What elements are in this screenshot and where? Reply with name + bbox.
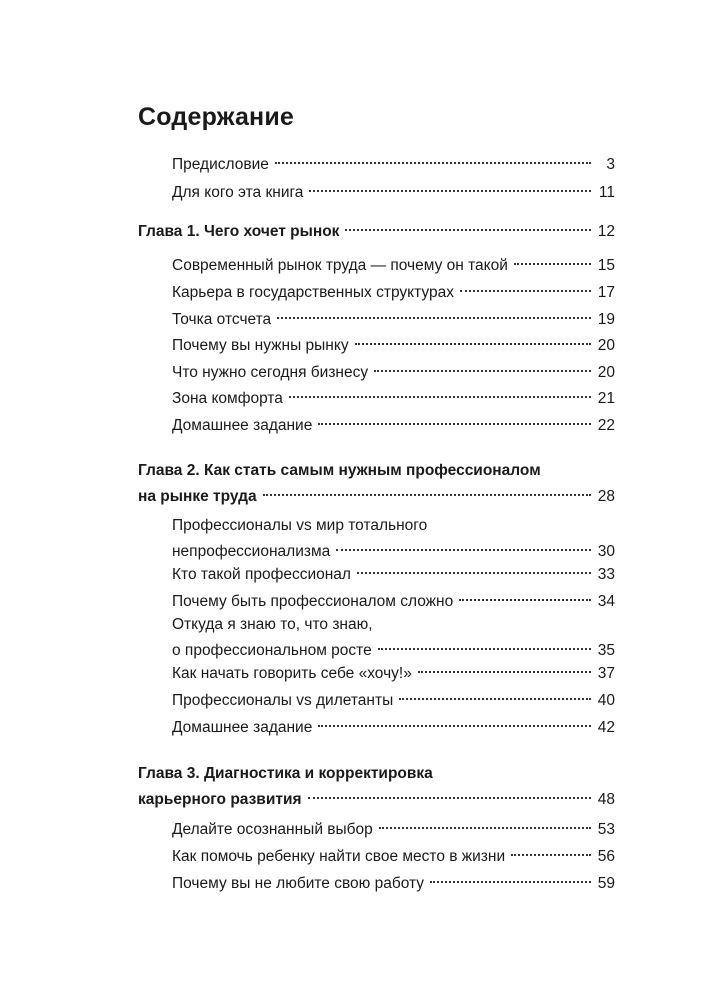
toc-entry[interactable] [172, 715, 615, 741]
toc-entry[interactable] [172, 661, 615, 687]
entry-page: 40 [597, 692, 615, 709]
entry-page: 20 [597, 364, 615, 381]
dot-leader [318, 725, 591, 727]
entry-page: 56 [597, 848, 615, 865]
entry-page: 22 [597, 417, 615, 434]
entry-title: карьерного развития [138, 791, 302, 808]
entry-title: Почему вы нужны рынку [172, 337, 349, 354]
entry-page: 12 [597, 223, 615, 240]
dot-leader [374, 370, 591, 372]
entry-page: 20 [597, 337, 615, 354]
entry-title: Делайте осознанный выбор [172, 821, 373, 838]
entry-title: Профессионалы vs дилетанты [172, 692, 394, 709]
entry-title: Точка отсчета [172, 311, 272, 328]
dot-leader [308, 797, 591, 799]
toc-entry[interactable] [172, 360, 615, 386]
entry-title: Что нужно сегодня бизнесу [172, 364, 369, 381]
toc-entry[interactable] [172, 307, 615, 333]
toc-chapter-entry[interactable] [138, 458, 615, 510]
entry-title-line-1: Глава 3. Диагностика и корректировка [138, 765, 433, 782]
toc-entry[interactable] [172, 386, 615, 412]
toc-entry[interactable] [172, 688, 615, 714]
dot-leader [355, 343, 591, 345]
entry-page: 37 [597, 665, 615, 682]
toc-entry[interactable] [172, 844, 615, 870]
entry-title: о профессиональном росте [172, 642, 372, 659]
entry-title: Как помочь ребенку найти свое место в жизни [172, 848, 506, 865]
entry-page: 48 [597, 791, 615, 808]
entry-page: 21 [597, 390, 615, 407]
toc-entry[interactable] [172, 562, 615, 588]
toc-entry[interactable] [172, 280, 615, 306]
entry-title: Современный рынок труда — почему он такой [172, 257, 508, 274]
entry-title: Почему быть профессионалом сложно [172, 593, 454, 610]
dot-leader [459, 599, 591, 601]
entry-title-line-1: Профессионалы vs мир тотального [172, 517, 428, 534]
toc-chapter-entry[interactable] [138, 761, 615, 813]
dot-leader [275, 162, 591, 164]
dot-leader [309, 190, 591, 192]
entry-title: Карьера в государственных структурах [172, 284, 454, 301]
entry-page: 30 [597, 543, 615, 560]
toc-chapter-entry[interactable] [138, 219, 615, 245]
dot-leader [514, 263, 591, 265]
entry-page: 19 [597, 311, 615, 328]
entry-title: Глава 1. Чего хочет рынок [138, 223, 340, 240]
toc-entry[interactable] [172, 253, 615, 279]
entry-title-line-1: Откуда я знаю то, что знаю, [172, 616, 373, 633]
entry-page: 53 [597, 821, 615, 838]
entry-title: на рынке труда [138, 488, 257, 505]
dot-leader [289, 396, 591, 398]
dot-leader [430, 881, 591, 883]
dot-leader [277, 317, 591, 319]
entry-page: 35 [597, 642, 615, 659]
dot-leader [378, 648, 591, 650]
entry-page: 15 [597, 257, 615, 274]
toc-entry[interactable] [172, 612, 615, 664]
entry-title-line-1: Глава 2. Как стать самым нужным профессионалом [138, 462, 541, 479]
toc-entry[interactable] [172, 817, 615, 843]
dot-leader [460, 290, 591, 292]
entry-title: Домашнее задание [172, 719, 313, 736]
entry-page: 3 [606, 156, 615, 173]
entry-title: Предисловие [172, 156, 269, 173]
entry-page: 11 [598, 184, 615, 201]
dot-leader [399, 698, 591, 700]
entry-title: непрофессионализма [172, 543, 331, 560]
dot-leader [357, 572, 591, 574]
entry-title: Домашнее задание [172, 417, 313, 434]
toc-entry[interactable] [172, 413, 615, 439]
dot-leader [318, 423, 591, 425]
entry-page: 17 [597, 284, 615, 301]
toc-entry[interactable] [172, 513, 615, 565]
dot-leader [379, 827, 591, 829]
entry-page: 33 [597, 566, 615, 583]
toc-entry[interactable] [172, 180, 615, 206]
dot-leader [345, 229, 591, 231]
entry-title: Почему вы не любите свою работу [172, 875, 425, 892]
toc-entry[interactable] [172, 871, 615, 897]
entry-title: Для кого эта книга [172, 184, 304, 201]
entry-title: Как начать говорить себе «хочу!» [172, 665, 412, 682]
entry-page: 59 [597, 875, 615, 892]
entry-page: 28 [597, 488, 615, 505]
entry-page: 34 [597, 593, 615, 610]
page-title: Содержание [138, 103, 295, 131]
toc-entry[interactable] [172, 333, 615, 359]
dot-leader [336, 549, 591, 551]
entry-title: Зона комфорта [172, 390, 283, 407]
dot-leader [511, 854, 591, 856]
toc-entry[interactable] [172, 152, 615, 178]
dot-leader [418, 671, 591, 673]
dot-leader [263, 494, 591, 496]
entry-title: Кто такой профессионал [172, 566, 351, 583]
entry-page: 42 [597, 719, 615, 736]
